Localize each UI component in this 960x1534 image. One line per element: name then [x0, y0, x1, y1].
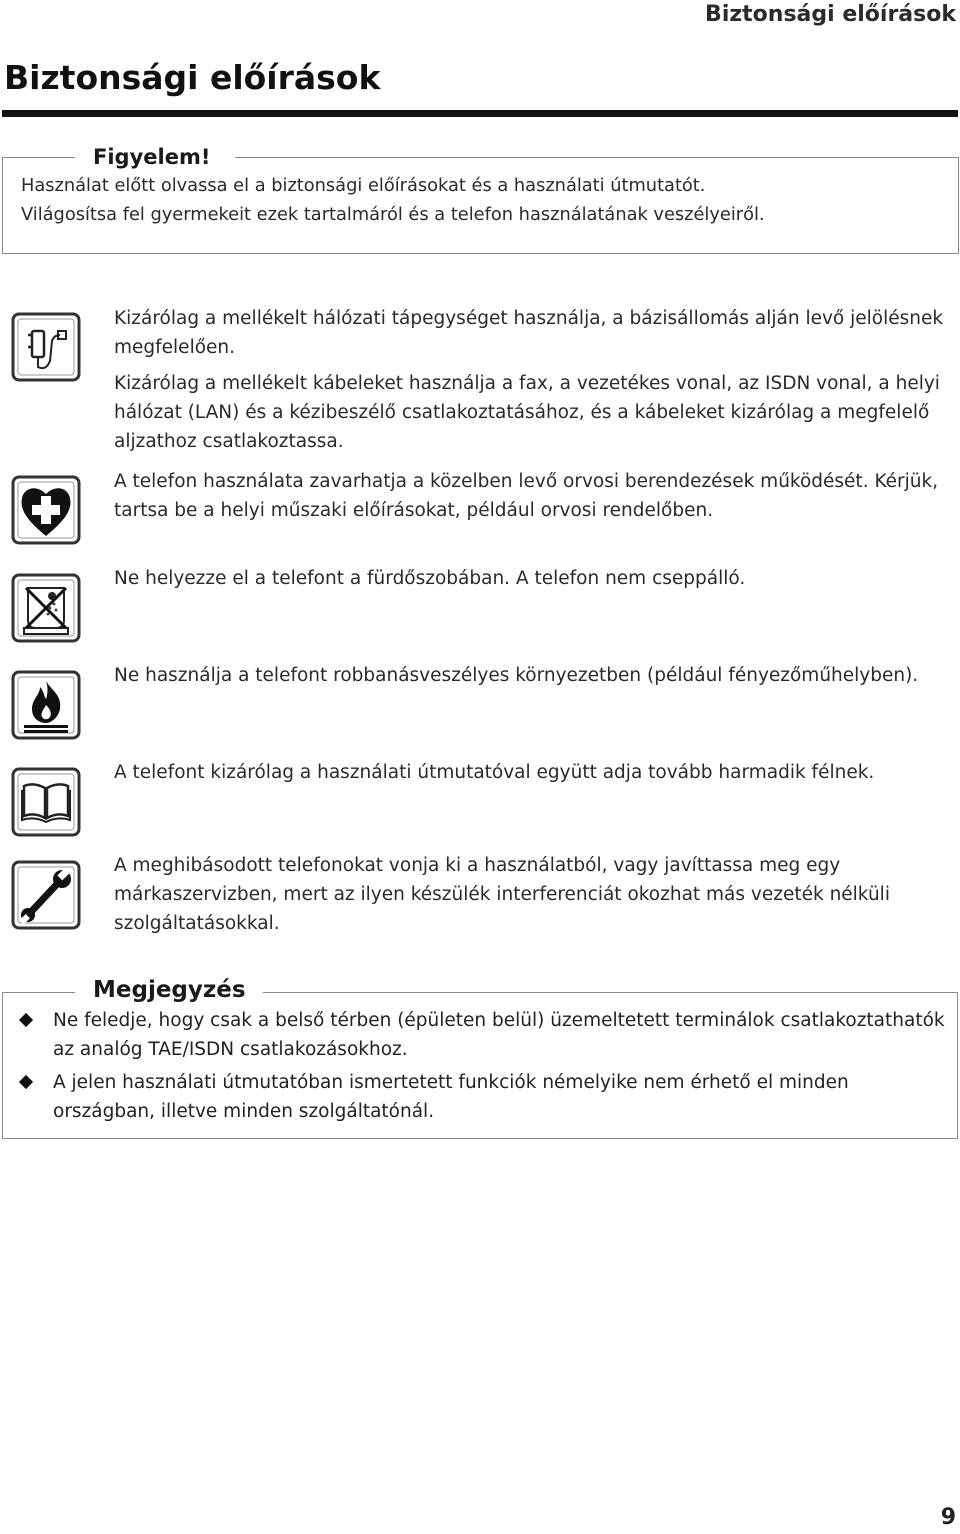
- safety-text-power: Kizárólag a mellékelt hálózati tápegységet használja, a bázisállomás alján levő jelölésnek megfelelően.: [114, 308, 944, 358]
- safety-text-manual: A telefont kizárólag a használati útmutatóval együtt adja tovább harmadik félnek.: [114, 762, 875, 783]
- diamond-bullet-icon: [19, 1013, 33, 1027]
- running-header: Biztonsági előírások: [705, 2, 956, 27]
- note-box: [2, 977, 958, 1139]
- warning-title: Figyelem!: [93, 145, 211, 169]
- safety-text-repair: A meghibásodott telefonokat vonja ki a használatból, vagy javíttassa meg egy márkaszervizben, mert az ilyen készülék interferenciát okozhat más vezeték nélküli szolgáltatásokkal.: [114, 855, 890, 934]
- page-title: Biztonsági előírások: [4, 58, 381, 97]
- list-item: Ne feledje, hogy csak a belső térben (épületen belül) üzemeltetett terminálok csatlakoztathatók az analóg TAE/ISDN csatlakozásokhoz.: [17, 1006, 947, 1064]
- warning-text: [21, 171, 951, 229]
- warning-box: [2, 145, 959, 254]
- safety-text-bathroom: Ne helyezze el a telefont a fürdőszobában. A telefon nem cseppálló.: [114, 568, 746, 589]
- fire-hazard-icon: [10, 669, 82, 741]
- safety-text-medical: A telefon használata zavarhatja a közelben levő orvosi berendezések működését. Kérjük, tartsa be a helyi műszaki előírásokat, például orvosi rendelőben.: [114, 471, 939, 521]
- power-supply-icon: [10, 311, 82, 383]
- warning-line-1: Használat előtt olvassa el a biztonsági előírásokat és a használati útmutatót.: [21, 175, 706, 196]
- warning-line-2: Világosítsa fel gyermekeit ezek tartalmáról és a telefon használatának veszélyeiről.: [21, 204, 765, 225]
- page-number: 9: [940, 1505, 956, 1530]
- safety-text-explosive: Ne használja a telefont robbanásveszélyes környezetben (például fényezőműhelyben).: [114, 665, 919, 686]
- medical-heart-icon: [10, 474, 82, 546]
- diamond-bullet-icon: [19, 1075, 33, 1089]
- no-water-icon: [10, 572, 82, 644]
- note-title: Megjegyzés: [93, 977, 246, 1003]
- manual-book-icon: [10, 766, 82, 838]
- safety-text-cables: Kizárólag a mellékelt kábeleket használja a fax, a vezetékes vonal, az ISDN vonal, a helyi hálózat (LAN) és a kézibeszélő csatlakoztatásához, és a kábeleket kizárólag a megfelelő aljzathoz csatlakoztassa.: [114, 373, 940, 452]
- note-list: [17, 1006, 947, 1130]
- title-rule: [2, 110, 958, 117]
- wrench-icon: [10, 859, 82, 931]
- list-item: A jelen használati útmutatóban ismertetett funkciók némelyike nem érhető el minden országban, illetve minden szolgáltatónál.: [17, 1068, 947, 1126]
